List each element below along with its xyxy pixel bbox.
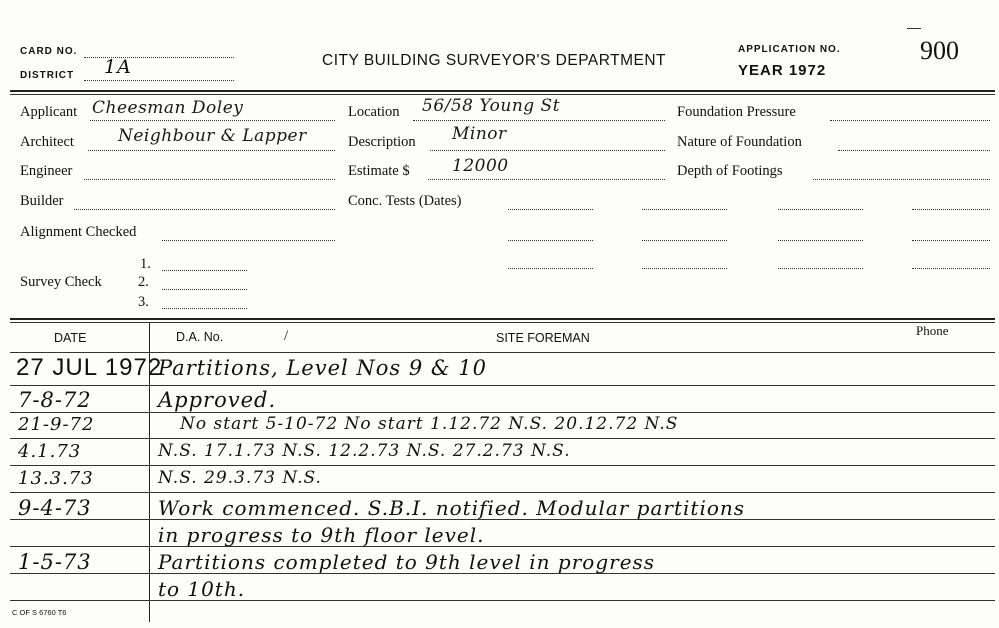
depth-footings-label: Depth of Footings [677, 163, 783, 179]
conc-blank [508, 209, 593, 210]
log-rule-top-2 [10, 322, 995, 323]
location-value: 56/58 Young St [422, 96, 561, 116]
department-title: CITY BUILDING SURVEYOR'S DEPARTMENT [322, 52, 667, 69]
year-label: YEAR 1972 [738, 62, 827, 79]
form-code: C OF S 6760 T6 [12, 608, 67, 617]
log-entry-7: in progress to 9th floor level. [158, 523, 485, 547]
date-header: DATE [54, 331, 87, 345]
log-entry-5: N.S. 29.3.73 N.S. [158, 468, 322, 488]
log-date-3: 21-9-72 [18, 414, 95, 435]
card-no-label: CARD NO. [20, 46, 78, 57]
header-rule-top [10, 90, 995, 92]
nature-foundation-label: Nature of Foundation [677, 134, 802, 150]
survey-line-1 [162, 270, 247, 271]
applicant-line [90, 120, 335, 121]
log-date-6: 9-4-73 [18, 496, 92, 520]
da-no-value: / [284, 328, 289, 344]
location-line [413, 120, 665, 121]
description-value: Minor [452, 124, 507, 144]
district-line [84, 80, 234, 81]
log-date-4: 4.1.73 [18, 441, 82, 462]
conc-blank [508, 240, 593, 241]
applicant-label: Applicant [20, 104, 78, 120]
header-rule-bottom [10, 94, 995, 95]
application-number: 900 [920, 36, 959, 65]
district-label: DISTRICT [20, 70, 75, 81]
foundation-pressure-line [830, 120, 990, 121]
district-value: 1A [104, 56, 132, 78]
site-foreman-label: SITE FOREMAN [496, 331, 590, 345]
survey-check-label: Survey Check [20, 274, 102, 290]
survey-num-2: 2. [138, 274, 149, 290]
conc-blank [912, 268, 990, 269]
builder-line [74, 209, 335, 210]
log-entry-3: No start 5-10-72 No start 1.12.72 N.S. 20.12.72 N.S [180, 414, 679, 434]
description-label: Description [348, 134, 416, 150]
architect-value: Neighbour & Lapper [118, 126, 307, 146]
log-header-rule [10, 352, 995, 353]
log-row-line [10, 385, 995, 386]
depth-footings-line [813, 179, 990, 180]
log-entry-8: Partitions completed to 9th level in progress [158, 550, 656, 574]
nature-foundation-line [838, 150, 990, 151]
log-rule-top [10, 318, 995, 320]
conc-blank [508, 268, 593, 269]
log-row-line [10, 492, 995, 493]
phone-label: Phone [916, 323, 949, 338]
description-line [430, 150, 665, 151]
log-date-1: 27 JUL 1972 [16, 354, 163, 381]
conc-blank [642, 209, 727, 210]
number-dash [907, 28, 921, 29]
conc-blank [642, 240, 727, 241]
log-entry-9: to 10th. [158, 577, 246, 601]
alignment-label: Alignment Checked [20, 224, 137, 240]
log-entry-1: Partitions, Level Nos 9 & 10 [158, 356, 488, 380]
survey-num-1: 1. [140, 256, 151, 272]
survey-num-3: 3. [138, 294, 149, 310]
log-date-2: 7-8-72 [18, 388, 92, 412]
log-row-line [10, 465, 995, 466]
conc-blank [778, 209, 863, 210]
conc-blank [912, 209, 990, 210]
survey-line-3 [162, 308, 247, 309]
architect-label: Architect [20, 134, 74, 150]
alignment-line [162, 240, 335, 241]
conc-tests-label: Conc. Tests (Dates) [348, 193, 462, 209]
da-no-label: D.A. No. [176, 330, 224, 344]
conc-blank [778, 268, 863, 269]
architect-line [88, 150, 335, 151]
log-entry-6: Work commenced. S.B.I. notified. Modular partitions [158, 496, 746, 520]
applicant-value: Cheesman Doley [92, 98, 244, 118]
estimate-line [428, 179, 665, 180]
log-entry-4: N.S. 17.1.73 N.S. 12.2.73 N.S. 27.2.73 N.S. [158, 441, 571, 461]
estimate-label: Estimate $ [348, 163, 410, 179]
log-date-5: 13.3.73 [18, 468, 94, 489]
conc-blank [912, 240, 990, 241]
log-row-line [10, 438, 995, 439]
engineer-label: Engineer [20, 163, 73, 179]
log-row-line [10, 412, 995, 413]
conc-blank [642, 268, 727, 269]
foundation-pressure-label: Foundation Pressure [677, 104, 796, 120]
builder-label: Builder [20, 193, 64, 209]
engineer-line [84, 179, 335, 180]
application-no-label: APPLICATION NO. [738, 44, 841, 55]
log-date-8: 1-5-73 [18, 550, 92, 574]
log-entry-2: Approved. [158, 388, 277, 412]
location-label: Location [348, 104, 400, 120]
survey-line-2 [162, 289, 247, 290]
estimate-value: 12000 [452, 156, 509, 176]
conc-blank [778, 240, 863, 241]
